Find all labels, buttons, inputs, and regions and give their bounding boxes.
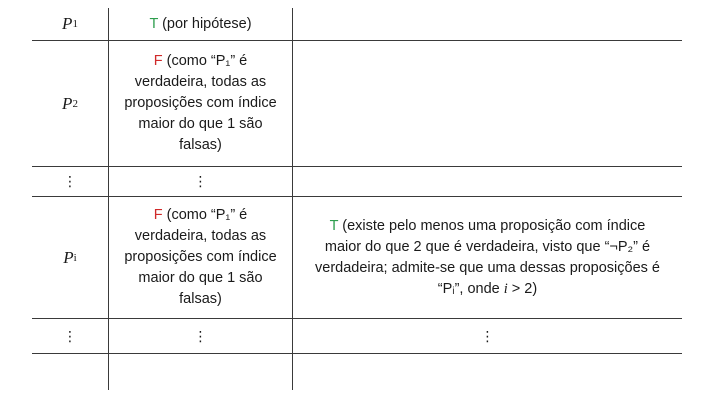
row-1-symbol-subscript: 1 — [72, 18, 78, 30]
vertical-ellipsis-icon: ⋮ — [193, 327, 208, 344]
vertical-ellipsis-icon: ⋮ — [63, 173, 77, 189]
row-1-value — [109, 8, 292, 40]
row-3-label — [32, 167, 108, 196]
row-4-alternate-value — [293, 197, 682, 318]
truth-table — [32, 8, 682, 390]
row-4-value — [109, 197, 292, 318]
vertical-ellipsis-icon: ⋮ — [480, 327, 495, 344]
row-divider-5 — [32, 353, 682, 354]
row-2-label — [32, 41, 108, 166]
row-4-alt-justification-tail: > 2) — [507, 280, 538, 297]
row-2-symbol-subscript: 2 — [72, 97, 78, 110]
row-4-alt-truth-value: T — [329, 217, 339, 234]
row-2-justification: (como “P₁” é verdadeira, todas as proposições com índice maior do que 1 são falsas) — [124, 53, 277, 153]
row-1-truth-value: T — [149, 15, 159, 32]
vertical-ellipsis-icon: ⋮ — [193, 173, 208, 189]
vertical-ellipsis-icon: ⋮ — [63, 327, 77, 344]
row-4-symbol-subscript: i — [73, 251, 77, 264]
row-5-label — [32, 319, 108, 353]
row-4-label — [32, 197, 108, 318]
row-2-symbol: P — [62, 93, 73, 113]
row-4-alt-justification: (existe pelo menos uma proposição com índice maior do que 2 que é verdadeira, visto que “¬P₂” é verdadeira; admite-se que uma dessas proposições é “Pᵢ”, onde — [315, 217, 660, 297]
row-1-symbol: P — [62, 14, 73, 33]
row-4-truth-value: F — [153, 207, 163, 223]
row-3-value — [109, 167, 292, 196]
row-5-value — [109, 319, 292, 353]
row-4-symbol: P — [63, 247, 74, 267]
row-1-justification: (por hipótese) — [158, 15, 252, 32]
index-variable: i — [503, 280, 508, 297]
row-5-alternate-value — [293, 319, 682, 353]
row-2-value — [109, 41, 292, 166]
row-4-justification: (como “P₁” é verdadeira, todas as proposições com índice maior do que 1 são falsas) — [124, 207, 277, 307]
row-1-label — [32, 8, 108, 40]
row-2-truth-value: F — [153, 53, 163, 69]
